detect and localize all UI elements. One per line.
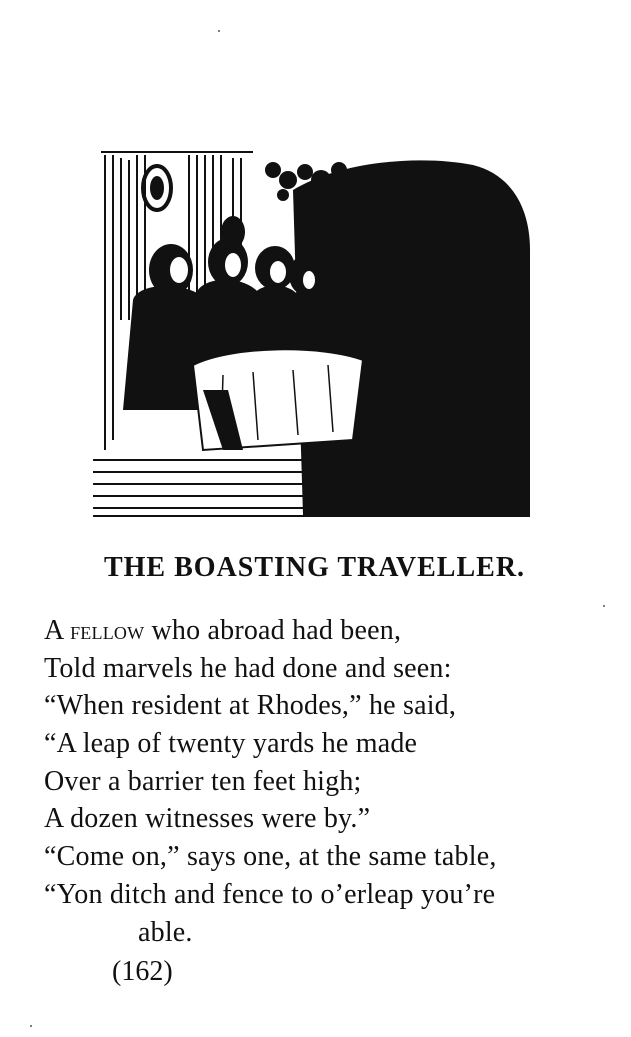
verse-line: Over a barrier ten feet high; xyxy=(44,765,362,797)
verse-line: “Yon ditch and fence to o’erleap you’re xyxy=(44,878,496,910)
verse-line xyxy=(44,612,619,650)
paper-speck xyxy=(30,1025,32,1027)
paper-speck xyxy=(218,30,220,32)
paper-speck xyxy=(603,605,605,607)
verse-line: Told marvels he had done and seen: xyxy=(44,652,452,684)
verse-line: A dozen witnesses were by.” xyxy=(44,803,371,835)
woodcut-illustration xyxy=(93,150,530,518)
verse-line: “Come on,” says one, at the same table, xyxy=(44,841,497,873)
verse-line-rest: who abroad had been, xyxy=(144,615,402,646)
page-number: (162) xyxy=(112,956,173,987)
verse-line-continuation: able. xyxy=(138,916,193,948)
verse-line: “A leap of twenty yards he made xyxy=(44,728,418,760)
verse-small-caps-word: fellow xyxy=(70,616,145,645)
poem-title: THE BOASTING TRAVELLER. xyxy=(103,552,526,583)
verse-lead-letter: A xyxy=(44,615,63,646)
poem-verse xyxy=(44,612,619,951)
tavern-scene-icon xyxy=(93,150,530,518)
verse-line: “When resident at Rhodes,” he said, xyxy=(44,690,457,722)
